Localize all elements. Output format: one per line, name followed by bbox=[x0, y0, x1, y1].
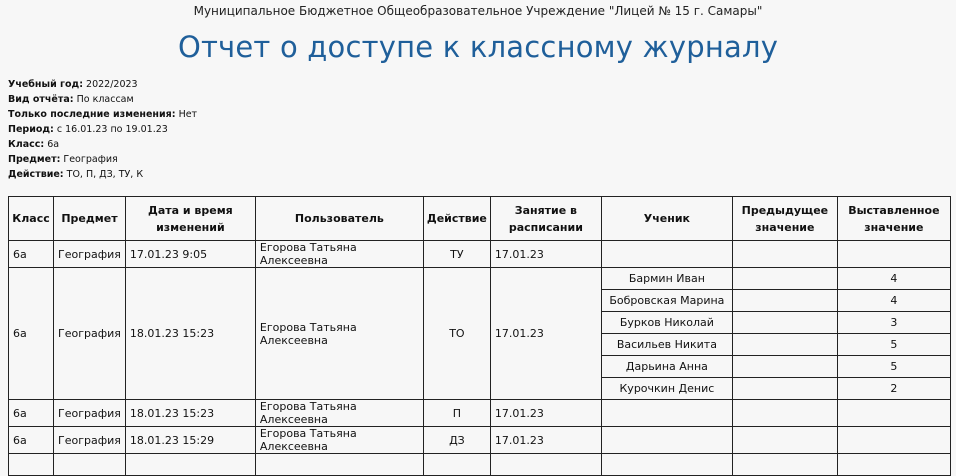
cell-lesson: 17.01.23 bbox=[490, 400, 601, 427]
cell-subject: География bbox=[54, 241, 126, 268]
cell-student: Бармин Иван bbox=[601, 268, 732, 290]
cell-new-value: 3 bbox=[837, 312, 950, 334]
meta-period bbox=[8, 122, 197, 137]
table-row bbox=[9, 400, 951, 427]
meta-subject bbox=[8, 152, 197, 167]
table-row bbox=[9, 241, 951, 268]
meta-label: Только последние изменения: bbox=[8, 109, 176, 120]
organization-name: Муниципальное Бюджетное Общеобразовательное Учреждение "Лицей № 15 г. Самары" bbox=[193, 4, 763, 18]
cell-previous-value bbox=[732, 356, 837, 378]
cell-new-value bbox=[837, 241, 950, 268]
cell-action: ТО bbox=[423, 268, 490, 400]
cell-user: Егорова Татьяна Алексеевна bbox=[255, 427, 423, 454]
cell-subject: География bbox=[54, 427, 126, 454]
meta-value: По классам bbox=[76, 94, 134, 105]
meta-value: География bbox=[63, 154, 118, 165]
table-row bbox=[9, 268, 951, 290]
meta-label: Предмет: bbox=[8, 154, 61, 165]
cell-datetime: 17.01.23 9:05 bbox=[125, 241, 255, 268]
cell-class: 6а bbox=[9, 268, 54, 400]
meta-class bbox=[8, 137, 197, 152]
meta-label: Класс: bbox=[8, 139, 45, 150]
cell-lesson: 17.01.23 bbox=[490, 427, 601, 454]
column-header-action: Действие bbox=[423, 197, 490, 241]
meta-label: Учебный год: bbox=[8, 79, 84, 90]
cell-student bbox=[601, 241, 732, 268]
cell-new-value: 5 bbox=[837, 334, 950, 356]
cell-new-value: 5 bbox=[837, 356, 950, 378]
meta-value: 6а bbox=[47, 139, 60, 150]
meta-value: 2022/2023 bbox=[86, 79, 138, 90]
cell-previous-value bbox=[732, 334, 837, 356]
meta-label: Период: bbox=[8, 124, 54, 135]
cell-new-value: 4 bbox=[837, 268, 950, 290]
meta-value: Нет bbox=[178, 109, 198, 120]
cell-datetime: 18.01.23 15:29 bbox=[125, 427, 255, 454]
cell-action: ДЗ bbox=[423, 427, 490, 454]
table-row-partial bbox=[9, 454, 951, 476]
cell-subject: География bbox=[54, 400, 126, 427]
cell-previous-value bbox=[732, 312, 837, 334]
cell-student: Васильев Никита bbox=[601, 334, 732, 356]
meta-value: ТО, П, ДЗ, ТУ, К bbox=[66, 169, 144, 180]
column-header-class: Класс bbox=[9, 197, 54, 241]
cell-previous-value bbox=[732, 268, 837, 290]
table-row bbox=[9, 427, 951, 454]
cell-new-value bbox=[837, 427, 950, 454]
column-header-user: Пользователь bbox=[255, 197, 423, 241]
report-title: Отчет о доступе к классному журналу bbox=[177, 30, 779, 64]
cell-lesson: 17.01.23 bbox=[490, 241, 601, 268]
meta-year bbox=[8, 77, 197, 92]
report-parameters bbox=[8, 77, 197, 182]
column-header-new-value: Выставленное значение bbox=[837, 197, 950, 241]
cell-user: Егорова Татьяна Алексеевна bbox=[255, 268, 423, 400]
cell-student bbox=[601, 400, 732, 427]
meta-label: Вид отчёта: bbox=[8, 94, 74, 105]
column-header-lesson: Занятие в расписании bbox=[490, 197, 601, 241]
meta-action bbox=[8, 167, 197, 182]
column-header-datetime: Дата и время изменений bbox=[125, 197, 255, 241]
cell-student bbox=[601, 427, 732, 454]
cell-new-value bbox=[837, 400, 950, 427]
cell-previous-value bbox=[732, 400, 837, 427]
meta-label: Действие: bbox=[8, 169, 64, 180]
cell-user: Егорова Татьяна Алексеевна bbox=[255, 241, 423, 268]
cell-lesson: 17.01.23 bbox=[490, 268, 601, 400]
cell-class: 6а bbox=[9, 427, 54, 454]
cell-previous-value bbox=[732, 241, 837, 268]
cell-student: Курочкин Денис bbox=[601, 378, 732, 400]
cell-student: Бобровская Марина bbox=[601, 290, 732, 312]
access-report-table bbox=[8, 196, 951, 476]
column-header-previous-value: Предыдущее значение bbox=[732, 197, 837, 241]
column-header-subject: Предмет bbox=[54, 197, 126, 241]
cell-action: ТУ bbox=[423, 241, 490, 268]
cell-action: П bbox=[423, 400, 490, 427]
cell-previous-value bbox=[732, 427, 837, 454]
cell-previous-value bbox=[732, 290, 837, 312]
cell-user: Егорова Татьяна Алексеевна bbox=[255, 400, 423, 427]
meta-value: с 16.01.23 по 19.01.23 bbox=[56, 124, 168, 135]
cell-class: 6а bbox=[9, 241, 54, 268]
cell-student: Дарьина Анна bbox=[601, 356, 732, 378]
cell-previous-value bbox=[732, 378, 837, 400]
cell-datetime: 18.01.23 15:23 bbox=[125, 400, 255, 427]
cell-new-value: 4 bbox=[837, 290, 950, 312]
table-header-row bbox=[9, 197, 951, 241]
cell-class: 6а bbox=[9, 400, 54, 427]
cell-datetime: 18.01.23 15:23 bbox=[125, 268, 255, 400]
meta-last-changes bbox=[8, 107, 197, 122]
cell-student: Бурков Николай bbox=[601, 312, 732, 334]
cell-subject: География bbox=[54, 268, 126, 400]
cell-new-value: 2 bbox=[837, 378, 950, 400]
meta-report-type bbox=[8, 92, 197, 107]
column-header-student: Ученик bbox=[601, 197, 732, 241]
